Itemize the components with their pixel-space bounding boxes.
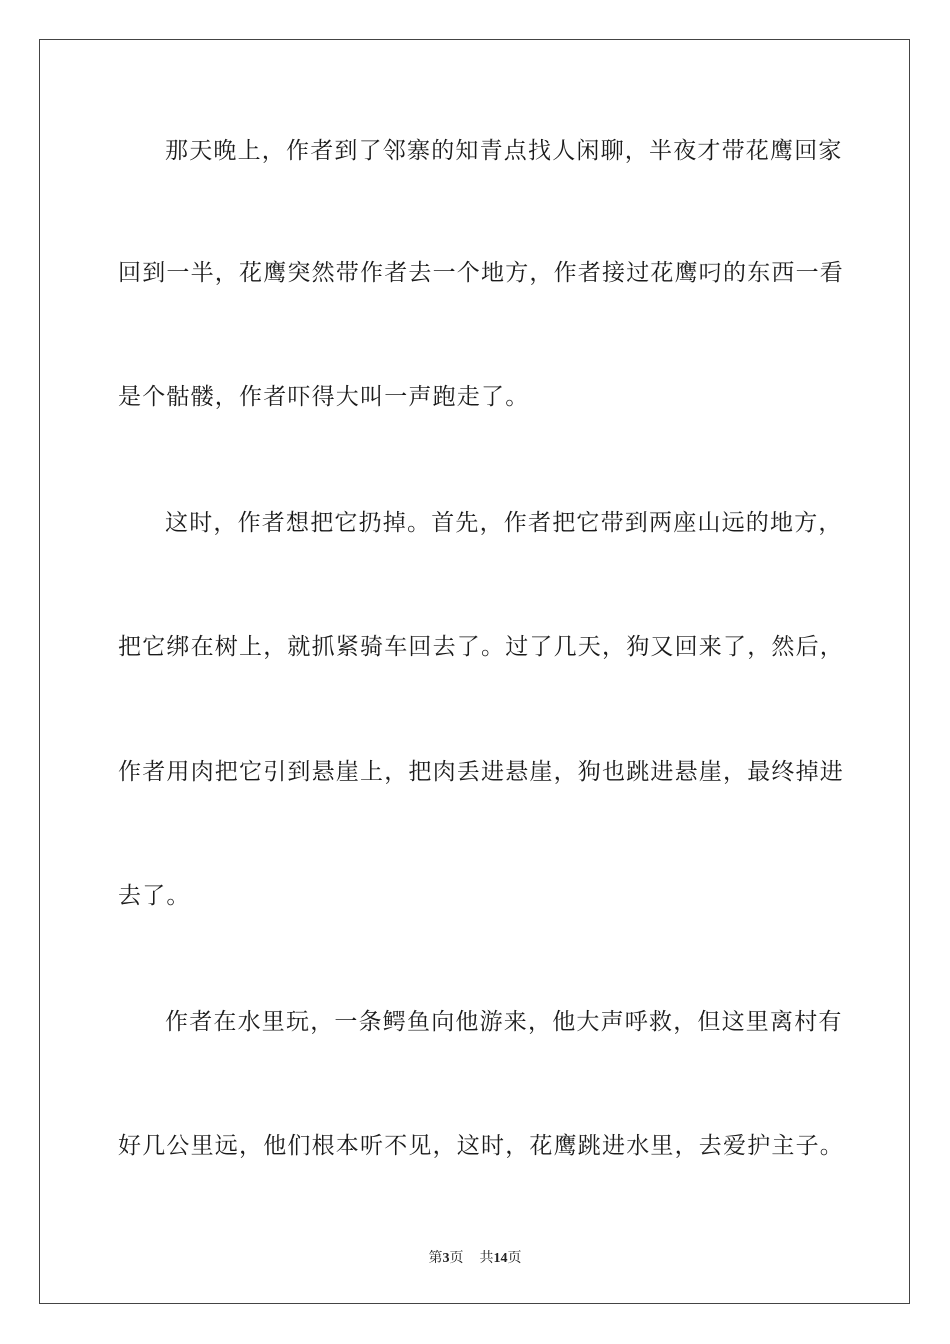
page-suffix: 页	[449, 1251, 464, 1266]
total-prefix: 共	[479, 1251, 494, 1266]
text-line: 是个骷髅，作者吓得大叫一声跑走了。	[118, 384, 530, 410]
page-number: 3	[442, 1251, 450, 1266]
text-line: 作者在水里玩，一条鳄鱼向他游来，他大声呼救，但这里离村有	[165, 1009, 843, 1035]
text-line: 这时，作者想把它扔掉。首先，作者把它带到两座山远的地方，	[165, 510, 843, 536]
text-line: 作者用肉把它引到悬崖上，把肉丢进悬崖，狗也跳进悬崖，最终掉进	[118, 759, 844, 785]
page-prefix: 第	[428, 1251, 443, 1266]
text-line: 那天晚上，作者到了邻寨的知青点找人闲聊，半夜才带花鹰回家	[165, 138, 843, 164]
text-line: 去了。	[118, 883, 191, 909]
text-line: 回到一半，花鹰突然带作者去一个地方，作者接过花鹰叼的东西一看	[118, 260, 844, 286]
page-border	[39, 39, 910, 1304]
total-pages: 14	[493, 1251, 508, 1266]
page-footer	[0, 1247, 950, 1267]
total-suffix: 页	[507, 1251, 522, 1266]
text-line: 把它绑在树上，就抓紧骑车回去了。过了几天，狗又回来了，然后，	[118, 634, 844, 660]
text-line: 好几公里远，他们根本听不见，这时，花鹰跳进水里，去爱护主子。	[118, 1133, 844, 1159]
